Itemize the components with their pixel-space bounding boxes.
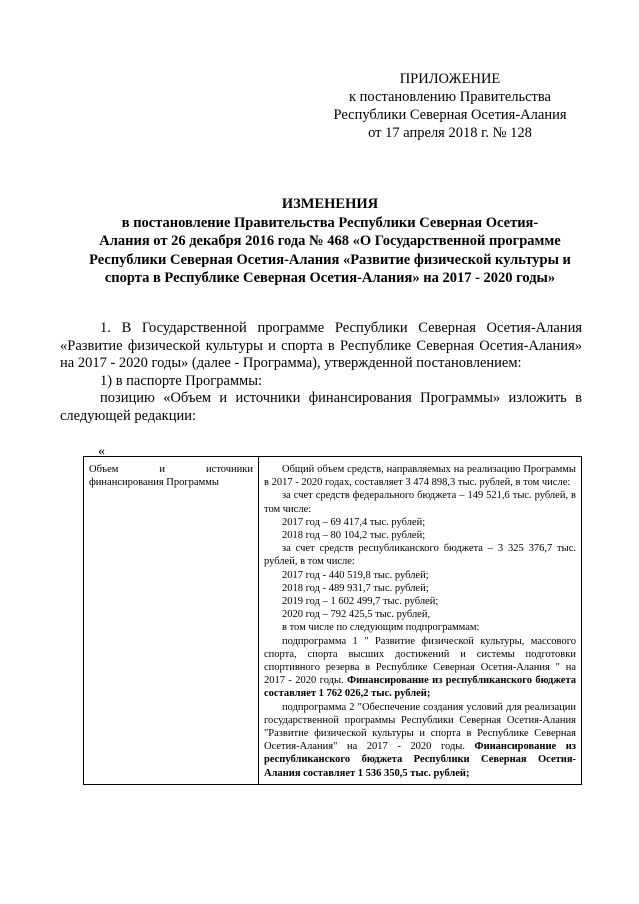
table-content-cell <box>259 457 582 785</box>
table-line: 2018 год - 489 931,7 тыс. рублей; <box>282 582 429 594</box>
subprogram-1-text: подпрограмма 1 " Развитие физической культуры, массового спорта, спорта высших достижений и системы подготовки спортивного резерва в Республике Северная Осетия-Алания " на 2017 - 2020 годы. <box>264 635 576 687</box>
appendix-line: Республики Северная Осетия-Алания <box>333 107 567 123</box>
paragraph-2: 1) в паспорте Программы: <box>100 372 262 389</box>
table-line: 2019 год – 1 602 499,7 тыс. рублей; <box>282 596 439 608</box>
table-line <box>264 701 576 780</box>
appendix-title: ПРИЛОЖЕНИЕ <box>399 71 501 87</box>
heading-line: в постановление Правительства Республики Северная Осетия- <box>121 214 539 231</box>
subprogram-1-funding: Финансирование из республиканского бюджета составляет 1 762 026,2 тыс. рублей; <box>264 675 577 700</box>
table-row <box>84 457 582 785</box>
opening-quote: « <box>98 444 105 459</box>
subprogram-2-funding: Финансирование из республиканского бюджета Республики Северная Осетия-Алания составляет 1 536 350,5 тыс. рублей; <box>264 741 577 779</box>
table-line: Общий объем средств, направляемых на реализацию Программы в 2017 - 2020 годах, составляет 3 474 898,3 тыс. рублей, в том числе: <box>264 464 576 489</box>
subprogram-2-text: подпрограмма 2 "Обеспечение создания условий для реализации государственной программы Республики Северная Осетия-Алания "Развитие физической культуры и спорта в Республике Северная Осетия-Алания" на 2017 - 2020 годы. <box>264 701 576 753</box>
table-line: 2017 год – 69 417,4 тыс. рублей; <box>282 516 426 528</box>
table-line <box>264 635 576 701</box>
heading-line: Алания от 26 декабря 2016 года № 468 «О Государственной программе <box>99 233 561 249</box>
appendix-block <box>300 70 600 142</box>
table-line: за счет средств республиканского бюджета – 3 325 376,7 тыс. рублей, в том числе: <box>264 543 576 568</box>
body-text <box>60 320 582 425</box>
financing-table <box>83 456 582 785</box>
table-line: в том числе по следующим подпрограммам: <box>282 622 480 634</box>
table-line: 2018 год – 80 104,2 тыс. рублей; <box>282 530 426 542</box>
appendix-line: к постановлению Правительства <box>349 89 551 105</box>
heading-line: спорта в Республике Северная Осетия-Алания» на 2017 - 2020 годы» <box>104 270 556 286</box>
paragraph-1: 1. В Государственной программе Республики Северная Осетия-Алания «Развитие физической культуры и спорта в Республике Северная Осетия-Алания» на 2017 - 2020 годы» (далее - Программа), утвержденной постановлением: <box>60 320 582 371</box>
document-heading <box>70 195 590 288</box>
table-line: 2020 год – 792 425,5 тыс. рублей, <box>282 609 431 621</box>
heading-line: Республики Северная Осетия-Алания «Развитие физической культуры и <box>89 251 571 268</box>
paragraph-3: позицию «Объем и источники финансирования Программы» изложить в следующей редакции: <box>60 390 582 424</box>
table-label-cell: Объем и источники финансирования Программы <box>84 457 259 785</box>
appendix-date: от 17 апреля 2018 г. № 128 <box>368 125 532 141</box>
table-line: за счет средств федерального бюджета – 149 521,6 тыс. рублей, в том числе: <box>264 490 576 515</box>
table-line: 2017 год - 440 519,8 тыс. рублей; <box>282 569 429 581</box>
heading-title: ИЗМЕНЕНИЯ <box>281 196 379 212</box>
